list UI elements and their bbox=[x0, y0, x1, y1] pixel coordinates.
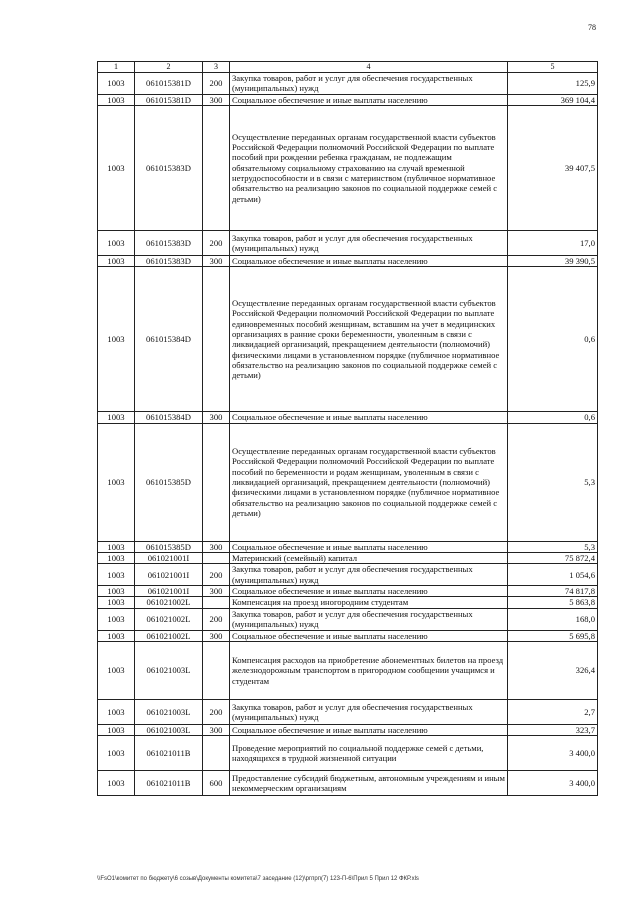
cell-amount: 369 104,4 bbox=[508, 94, 598, 105]
cell-target-article: 061021011B bbox=[135, 736, 203, 771]
cell-target-article: 061015385D bbox=[135, 541, 203, 552]
table-row bbox=[98, 586, 598, 597]
cell-expense-type bbox=[203, 267, 230, 412]
cell-expense-type: 300 bbox=[203, 255, 230, 266]
cell-amount: 17,0 bbox=[508, 230, 598, 255]
cell-amount: 3 400,0 bbox=[508, 771, 598, 796]
cell-expense-type: 300 bbox=[203, 630, 230, 641]
cell-target-article: 061015384D bbox=[135, 412, 203, 423]
cell-expense-type: 300 bbox=[203, 412, 230, 423]
cell-section-code: 1003 bbox=[98, 72, 135, 94]
cell-target-article: 061021003L bbox=[135, 700, 203, 725]
cell-description: Закупка товаров, работ и услуг для обеспечения государственных (муниципальных) нужд bbox=[230, 564, 508, 586]
cell-target-article: 061015384D bbox=[135, 267, 203, 412]
cell-section-code: 1003 bbox=[98, 267, 135, 412]
cell-amount: 326,4 bbox=[508, 642, 598, 700]
cell-description: Компенсация расходов на приобретение абонементных билетов на проезд железнодорожным транспортом в пригородном сообщении учащимся и студентам bbox=[230, 642, 508, 700]
cell-expense-type bbox=[203, 423, 230, 541]
cell-description: Компенсация на проезд иногородним студентам bbox=[230, 597, 508, 608]
cell-section-code: 1003 bbox=[98, 700, 135, 725]
cell-amount: 1 054,6 bbox=[508, 564, 598, 586]
cell-expense-type: 200 bbox=[203, 608, 230, 630]
table-row bbox=[98, 267, 598, 412]
cell-expense-type bbox=[203, 736, 230, 771]
cell-expense-type: 300 bbox=[203, 725, 230, 736]
cell-target-article: 061015381D bbox=[135, 94, 203, 105]
cell-description: Материнский (семейный) капитал bbox=[230, 552, 508, 563]
cell-expense-type: 600 bbox=[203, 771, 230, 796]
cell-section-code: 1003 bbox=[98, 608, 135, 630]
cell-target-article: 061021001I bbox=[135, 586, 203, 597]
table-row bbox=[98, 105, 598, 230]
table-row bbox=[98, 541, 598, 552]
cell-target-article: 061015383D bbox=[135, 105, 203, 230]
cell-section-code: 1003 bbox=[98, 255, 135, 266]
cell-description: Социальное обеспечение и иные выплаты населению bbox=[230, 586, 508, 597]
cell-section-code: 1003 bbox=[98, 552, 135, 563]
cell-amount: 39 407,5 bbox=[508, 105, 598, 230]
cell-expense-type: 200 bbox=[203, 72, 230, 94]
table-header-row bbox=[98, 62, 598, 73]
cell-target-article: 061015383D bbox=[135, 230, 203, 255]
table-row bbox=[98, 412, 598, 423]
cell-amount: 2,7 bbox=[508, 700, 598, 725]
cell-amount: 5 863,8 bbox=[508, 597, 598, 608]
file-path-footer: \\FsO1\комитет по бюджету\6 созыв\Документы комитета\7 заседание (12)\ргпрп(7) 123-П-6\Прил 5 Прил 12 ФКР.xls bbox=[97, 876, 419, 882]
cell-amount: 5 695,8 bbox=[508, 630, 598, 641]
table-row bbox=[98, 564, 598, 586]
cell-expense-type: 200 bbox=[203, 700, 230, 725]
cell-expense-type bbox=[203, 642, 230, 700]
cell-description: Социальное обеспечение и иные выплаты населению bbox=[230, 255, 508, 266]
cell-expense-type: 200 bbox=[203, 564, 230, 586]
cell-section-code: 1003 bbox=[98, 586, 135, 597]
cell-expense-type: 200 bbox=[203, 230, 230, 255]
cell-expense-type bbox=[203, 597, 230, 608]
cell-description: Закупка товаров, работ и услуг для обеспечения государственных (муниципальных) нужд bbox=[230, 608, 508, 630]
header-col-1: 1 bbox=[98, 62, 135, 73]
table-row bbox=[98, 72, 598, 94]
cell-amount: 3 400,0 bbox=[508, 736, 598, 771]
cell-description: Закупка товаров, работ и услуг для обеспечения государственных (муниципальных) нужд bbox=[230, 700, 508, 725]
table-row bbox=[98, 736, 598, 771]
cell-target-article: 061021002L bbox=[135, 597, 203, 608]
cell-expense-type: 300 bbox=[203, 541, 230, 552]
header-col-5: 5 bbox=[508, 62, 598, 73]
header-col-4: 4 bbox=[230, 62, 508, 73]
table-row bbox=[98, 552, 598, 563]
cell-description: Социальное обеспечение и иные выплаты населению bbox=[230, 630, 508, 641]
table-row bbox=[98, 630, 598, 641]
cell-expense-type bbox=[203, 105, 230, 230]
table-row bbox=[98, 597, 598, 608]
cell-amount: 39 390,5 bbox=[508, 255, 598, 266]
cell-description: Проведение мероприятий по социальной поддержке семей с детьми, находящихся в трудной жизненной ситуации bbox=[230, 736, 508, 771]
table-row bbox=[98, 725, 598, 736]
cell-section-code: 1003 bbox=[98, 736, 135, 771]
cell-target-article: 061015383D bbox=[135, 255, 203, 266]
cell-section-code: 1003 bbox=[98, 423, 135, 541]
header-col-3: 3 bbox=[203, 62, 230, 73]
budget-table bbox=[97, 61, 598, 796]
cell-amount: 168,0 bbox=[508, 608, 598, 630]
cell-section-code: 1003 bbox=[98, 630, 135, 641]
cell-expense-type: 300 bbox=[203, 94, 230, 105]
cell-amount: 0,6 bbox=[508, 412, 598, 423]
cell-target-article: 061015381D bbox=[135, 72, 203, 94]
table-row bbox=[98, 700, 598, 725]
cell-expense-type: 300 bbox=[203, 586, 230, 597]
cell-section-code: 1003 bbox=[98, 94, 135, 105]
table-row bbox=[98, 423, 598, 541]
cell-description: Социальное обеспечение и иные выплаты населению bbox=[230, 412, 508, 423]
cell-amount: 0,6 bbox=[508, 267, 598, 412]
cell-description: Предоставление субсидий бюджетным, автономным учреждениям и иным некоммерческим организациям bbox=[230, 771, 508, 796]
table-row bbox=[98, 608, 598, 630]
cell-amount: 5,3 bbox=[508, 423, 598, 541]
header-col-2: 2 bbox=[135, 62, 203, 73]
cell-amount: 125,9 bbox=[508, 72, 598, 94]
cell-target-article: 061015385D bbox=[135, 423, 203, 541]
cell-target-article: 061021002L bbox=[135, 608, 203, 630]
cell-section-code: 1003 bbox=[98, 541, 135, 552]
cell-section-code: 1003 bbox=[98, 105, 135, 230]
cell-amount: 5,3 bbox=[508, 541, 598, 552]
cell-section-code: 1003 bbox=[98, 230, 135, 255]
cell-target-article: 061021002L bbox=[135, 630, 203, 641]
cell-section-code: 1003 bbox=[98, 564, 135, 586]
table-row bbox=[98, 642, 598, 700]
cell-description: Социальное обеспечение и иные выплаты населению bbox=[230, 94, 508, 105]
cell-amount: 74 817,8 bbox=[508, 586, 598, 597]
cell-description: Осуществление переданных органам государственной власти субъектов Российской Федерации полномочий Российской Федерации по выплате единовременных пособий женщинам, вставшим на учет в медицинских организациях в ранние сроки беременности, уволенным в связи с ликвидацией организаций, прекращением деятельности (полномочий) физическими лицами в установленном порядке (публичное нормативное обязательство на реализацию законов по социальной поддержке семей с детьми) bbox=[230, 267, 508, 412]
cell-target-article: 061021001I bbox=[135, 552, 203, 563]
cell-amount: 323,7 bbox=[508, 725, 598, 736]
table-row bbox=[98, 255, 598, 266]
cell-description: Закупка товаров, работ и услуг для обеспечения государственных (муниципальных) нужд bbox=[230, 72, 508, 94]
cell-section-code: 1003 bbox=[98, 412, 135, 423]
cell-expense-type bbox=[203, 552, 230, 563]
cell-target-article: 061021011B bbox=[135, 771, 203, 796]
cell-description: Осуществление переданных органам государственной власти субъектов Российской Федерации полномочий Российской Федерации по выплате пособий по беременности и родам женщинам, уволенным в связи с ликвидацией организаций, прекращением деятельности (полномочий) физическими лицами в установленном порядке (публичное нормативное обязательство на реализацию законов по социальной поддержке семей с детьми) bbox=[230, 423, 508, 541]
table-body bbox=[98, 72, 598, 796]
cell-target-article: 061021001I bbox=[135, 564, 203, 586]
table-row bbox=[98, 94, 598, 105]
page-number: 78 bbox=[588, 23, 596, 32]
cell-description: Закупка товаров, работ и услуг для обеспечения государственных (муниципальных) нужд bbox=[230, 230, 508, 255]
cell-description: Социальное обеспечение и иные выплаты населению bbox=[230, 725, 508, 736]
cell-section-code: 1003 bbox=[98, 642, 135, 700]
cell-target-article: 061021003L bbox=[135, 642, 203, 700]
cell-section-code: 1003 bbox=[98, 597, 135, 608]
cell-description: Осуществление переданных органам государственной власти субъектов Российской Федерации полномочий Российской Федерации по выплате пособий при рождении ребенка гражданам, не подлежащим обязательному социальному страхованию на случай временной нетрудоспособности и в связи с материнством (публичное нормативное обязательство на реализацию законов по социальной поддержке семей с детьми) bbox=[230, 105, 508, 230]
cell-section-code: 1003 bbox=[98, 771, 135, 796]
cell-description: Социальное обеспечение и иные выплаты населению bbox=[230, 541, 508, 552]
cell-target-article: 061021003L bbox=[135, 725, 203, 736]
table-row bbox=[98, 230, 598, 255]
table-row bbox=[98, 771, 598, 796]
cell-section-code: 1003 bbox=[98, 725, 135, 736]
cell-amount: 75 872,4 bbox=[508, 552, 598, 563]
